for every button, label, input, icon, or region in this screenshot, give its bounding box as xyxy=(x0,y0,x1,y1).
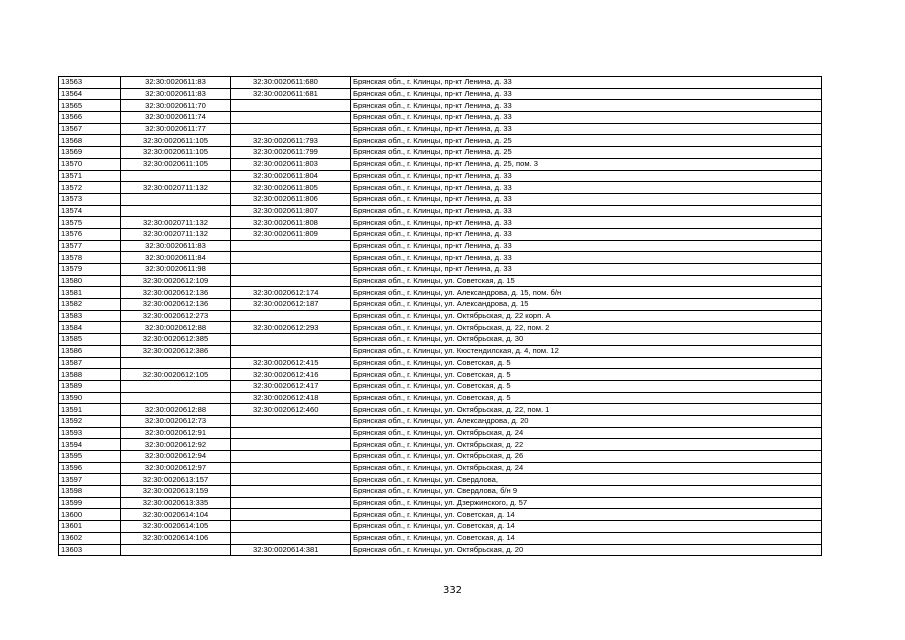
table-row xyxy=(59,158,822,170)
row-number-cell: 13594 xyxy=(59,439,121,451)
land-cadastral-number-cell: 32:30:0020612:136 xyxy=(121,299,231,311)
table-row xyxy=(59,287,822,299)
land-cadastral-number-cell: 32:30:0020613:159 xyxy=(121,486,231,498)
address-cell: Брянская обл., г. Клинцы, ул. Кюстендилская, д. 4, пом. 12 xyxy=(351,345,822,357)
object-cadastral-number-cell xyxy=(231,123,351,135)
table-row xyxy=(59,462,822,474)
land-cadastral-number-cell: 32:30:0020612:386 xyxy=(121,345,231,357)
table-row xyxy=(59,252,822,264)
row-number-cell: 13563 xyxy=(59,77,121,89)
row-number-cell: 13589 xyxy=(59,380,121,392)
address-cell: Брянская обл., г. Клинцы, пр-кт Ленина, д. 25 xyxy=(351,135,822,147)
table-row xyxy=(59,77,822,89)
land-cadastral-number-cell: 32:30:0020611:84 xyxy=(121,252,231,264)
object-cadastral-number-cell: 32:30:0020612:416 xyxy=(231,369,351,381)
row-number-cell: 13587 xyxy=(59,357,121,369)
row-number-cell: 13585 xyxy=(59,334,121,346)
address-cell: Брянская обл., г. Клинцы, ул. Дзержинского, д. 57 xyxy=(351,497,822,509)
page-number: 332 xyxy=(442,585,463,596)
row-number-cell: 13578 xyxy=(59,252,121,264)
land-cadastral-number-cell xyxy=(121,544,231,556)
address-cell: Брянская обл., г. Клинцы, пр-кт Ленина, д. 33 xyxy=(351,77,822,89)
row-number-cell: 13583 xyxy=(59,310,121,322)
table-row xyxy=(59,345,822,357)
row-number-cell: 13602 xyxy=(59,532,121,544)
land-cadastral-number-cell: 32:30:0020612:385 xyxy=(121,334,231,346)
address-cell: Брянская обл., г. Клинцы, пр-кт Ленина, д. 25, пом. 3 xyxy=(351,158,822,170)
address-cell: Брянская обл., г. Клинцы, ул. Александрова, д. 15, пом. б/н xyxy=(351,287,822,299)
table-row xyxy=(59,415,822,427)
land-cadastral-number-cell: 32:30:0020612:88 xyxy=(121,322,231,334)
land-cadastral-number-cell: 32:30:0020614:105 xyxy=(121,521,231,533)
address-cell: Брянская обл., г. Клинцы, пр-кт Ленина, д. 33 xyxy=(351,123,822,135)
table-row xyxy=(59,404,822,416)
object-cadastral-number-cell xyxy=(231,532,351,544)
land-cadastral-number-cell: 32:30:0020711:132 xyxy=(121,217,231,229)
land-cadastral-number-cell: 32:30:0020611:83 xyxy=(121,240,231,252)
object-cadastral-number-cell: 32:30:0020611:807 xyxy=(231,205,351,217)
table-row xyxy=(59,369,822,381)
object-cadastral-number-cell: 32:30:0020611:808 xyxy=(231,217,351,229)
address-cell: Брянская обл., г. Клинцы, пр-кт Ленина, д. 33 xyxy=(351,217,822,229)
land-cadastral-number-cell: 32:30:0020612:273 xyxy=(121,310,231,322)
address-cell: Брянская обл., г. Клинцы, ул. Октябрьская, д. 24 xyxy=(351,427,822,439)
land-cadastral-number-cell: 32:30:0020611:77 xyxy=(121,123,231,135)
object-cadastral-number-cell xyxy=(231,240,351,252)
land-cadastral-number-cell xyxy=(121,193,231,205)
object-cadastral-number-cell: 32:30:0020611:803 xyxy=(231,158,351,170)
row-number-cell: 13596 xyxy=(59,462,121,474)
land-cadastral-number-cell: 32:30:0020612:105 xyxy=(121,369,231,381)
land-cadastral-number-cell xyxy=(121,357,231,369)
address-cell: Брянская обл., г. Клинцы, ул. Советская, д. 5 xyxy=(351,380,822,392)
table-row xyxy=(59,497,822,509)
address-cell: Брянская обл., г. Клинцы, ул. Александрова, д. 15 xyxy=(351,299,822,311)
address-cell: Брянская обл., г. Клинцы, ул. Октябрьская, д. 26 xyxy=(351,451,822,463)
address-cell: Брянская обл., г. Клинцы, ул. Свердлова, б/н 9 xyxy=(351,486,822,498)
land-cadastral-number-cell: 32:30:0020611:105 xyxy=(121,158,231,170)
object-cadastral-number-cell xyxy=(231,415,351,427)
table-body xyxy=(59,77,822,556)
table-row xyxy=(59,123,822,135)
table-row xyxy=(59,205,822,217)
row-number-cell: 13564 xyxy=(59,88,121,100)
land-cadastral-number-cell: 32:30:0020613:157 xyxy=(121,474,231,486)
row-number-cell: 13565 xyxy=(59,100,121,112)
land-cadastral-number-cell xyxy=(121,380,231,392)
row-number-cell: 13574 xyxy=(59,205,121,217)
row-number-cell: 13577 xyxy=(59,240,121,252)
row-number-cell: 13590 xyxy=(59,392,121,404)
land-cadastral-number-cell: 32:30:0020612:136 xyxy=(121,287,231,299)
object-cadastral-number-cell xyxy=(231,474,351,486)
address-cell: Брянская обл., г. Клинцы, пр-кт Ленина, д. 33 xyxy=(351,193,822,205)
land-cadastral-number-cell: 32:30:0020613:335 xyxy=(121,497,231,509)
row-number-cell: 13576 xyxy=(59,228,121,240)
table-row xyxy=(59,100,822,112)
address-cell: Брянская обл., г. Клинцы, ул. Советская, д. 15 xyxy=(351,275,822,287)
address-cell: Брянская обл., г. Клинцы, ул. Октябрьская, д. 22, пом. 2 xyxy=(351,322,822,334)
row-number-cell: 13600 xyxy=(59,509,121,521)
land-cadastral-number-cell: 32:30:0020612:91 xyxy=(121,427,231,439)
row-number-cell: 13581 xyxy=(59,287,121,299)
object-cadastral-number-cell xyxy=(231,310,351,322)
table-row xyxy=(59,170,822,182)
table-row xyxy=(59,135,822,147)
table-row xyxy=(59,322,822,334)
address-cell: Брянская обл., г. Клинцы, пр-кт Ленина, д. 33 xyxy=(351,112,822,124)
land-cadastral-number-cell: 32:30:0020611:83 xyxy=(121,88,231,100)
object-cadastral-number-cell xyxy=(231,486,351,498)
land-cadastral-number-cell: 32:30:0020612:97 xyxy=(121,462,231,474)
table-row xyxy=(59,427,822,439)
address-cell: Брянская обл., г. Клинцы, пр-кт Ленина, д. 33 xyxy=(351,252,822,264)
object-cadastral-number-cell: 32:30:0020612:460 xyxy=(231,404,351,416)
table-row xyxy=(59,193,822,205)
object-cadastral-number-cell xyxy=(231,521,351,533)
table-row xyxy=(59,228,822,240)
table-row xyxy=(59,380,822,392)
address-cell: Брянская обл., г. Клинцы, пр-кт Ленина, д. 33 xyxy=(351,182,822,194)
land-cadastral-number-cell: 32:30:0020612:109 xyxy=(121,275,231,287)
address-cell: Брянская обл., г. Клинцы, ул. Александрова, д. 20 xyxy=(351,415,822,427)
row-number-cell: 13568 xyxy=(59,135,121,147)
table-row xyxy=(59,299,822,311)
table-row xyxy=(59,474,822,486)
object-cadastral-number-cell: 32:30:0020611:806 xyxy=(231,193,351,205)
address-cell: Брянская обл., г. Клинцы, ул. Советская, д. 5 xyxy=(351,357,822,369)
table-row xyxy=(59,112,822,124)
object-cadastral-number-cell xyxy=(231,509,351,521)
row-number-cell: 13592 xyxy=(59,415,121,427)
object-cadastral-number-cell: 32:30:0020612:415 xyxy=(231,357,351,369)
land-cadastral-number-cell xyxy=(121,205,231,217)
row-number-cell: 13580 xyxy=(59,275,121,287)
table-row xyxy=(59,392,822,404)
object-cadastral-number-cell: 32:30:0020611:805 xyxy=(231,182,351,194)
table-row xyxy=(59,182,822,194)
object-cadastral-number-cell: 32:30:0020611:793 xyxy=(231,135,351,147)
object-cadastral-number-cell: 32:30:0020614:381 xyxy=(231,544,351,556)
land-cadastral-number-cell: 32:30:0020611:98 xyxy=(121,264,231,276)
land-cadastral-number-cell: 32:30:0020612:92 xyxy=(121,439,231,451)
row-number-cell: 13582 xyxy=(59,299,121,311)
object-cadastral-number-cell: 32:30:0020612:293 xyxy=(231,322,351,334)
object-cadastral-number-cell xyxy=(231,334,351,346)
address-cell: Брянская обл., г. Клинцы, ул. Октябрьская, д. 30 xyxy=(351,334,822,346)
land-cadastral-number-cell: 32:30:0020611:83 xyxy=(121,77,231,89)
row-number-cell: 13603 xyxy=(59,544,121,556)
table-row xyxy=(59,334,822,346)
row-number-cell: 13593 xyxy=(59,427,121,439)
table-row xyxy=(59,486,822,498)
object-cadastral-number-cell xyxy=(231,264,351,276)
address-cell: Брянская обл., г. Клинцы, пр-кт Ленина, д. 33 xyxy=(351,264,822,276)
row-number-cell: 13601 xyxy=(59,521,121,533)
table-row xyxy=(59,240,822,252)
land-cadastral-number-cell: 32:30:0020611:105 xyxy=(121,135,231,147)
address-cell: Брянская обл., г. Клинцы, пр-кт Ленина, д. 25 xyxy=(351,147,822,159)
object-cadastral-number-cell: 32:30:0020611:680 xyxy=(231,77,351,89)
row-number-cell: 13575 xyxy=(59,217,121,229)
object-cadastral-number-cell xyxy=(231,100,351,112)
row-number-cell: 13586 xyxy=(59,345,121,357)
land-cadastral-number-cell: 32:30:0020711:132 xyxy=(121,228,231,240)
object-cadastral-number-cell xyxy=(231,345,351,357)
object-cadastral-number-cell xyxy=(231,497,351,509)
land-cadastral-number-cell: 32:30:0020711:132 xyxy=(121,182,231,194)
row-number-cell: 13573 xyxy=(59,193,121,205)
row-number-cell: 13597 xyxy=(59,474,121,486)
address-cell: Брянская обл., г. Клинцы, ул. Октябрьская, д. 22 корп. А xyxy=(351,310,822,322)
row-number-cell: 13566 xyxy=(59,112,121,124)
object-cadastral-number-cell: 32:30:0020611:809 xyxy=(231,228,351,240)
object-cadastral-number-cell xyxy=(231,275,351,287)
land-cadastral-number-cell xyxy=(121,170,231,182)
land-cadastral-number-cell: 32:30:0020612:94 xyxy=(121,451,231,463)
address-cell: Брянская обл., г. Клинцы, пр-кт Ленина, д. 33 xyxy=(351,228,822,240)
object-cadastral-number-cell xyxy=(231,427,351,439)
land-cadastral-number-cell: 32:30:0020612:88 xyxy=(121,404,231,416)
table-row xyxy=(59,509,822,521)
address-cell: Брянская обл., г. Клинцы, ул. Свердлова, xyxy=(351,474,822,486)
object-cadastral-number-cell xyxy=(231,252,351,264)
land-cadastral-number-cell: 32:30:0020612:73 xyxy=(121,415,231,427)
object-cadastral-number-cell: 32:30:0020612:187 xyxy=(231,299,351,311)
row-number-cell: 13579 xyxy=(59,264,121,276)
land-cadastral-number-cell: 32:30:0020611:70 xyxy=(121,100,231,112)
address-cell: Брянская обл., г. Клинцы, ул. Советская, д. 5 xyxy=(351,392,822,404)
land-cadastral-number-cell xyxy=(121,392,231,404)
land-cadastral-number-cell: 32:30:0020611:74 xyxy=(121,112,231,124)
address-cell: Брянская обл., г. Клинцы, ул. Советская, д. 14 xyxy=(351,532,822,544)
table-row xyxy=(59,275,822,287)
row-number-cell: 13571 xyxy=(59,170,121,182)
table-row xyxy=(59,451,822,463)
row-number-cell: 13595 xyxy=(59,451,121,463)
object-cadastral-number-cell xyxy=(231,439,351,451)
address-cell: Брянская обл., г. Клинцы, пр-кт Ленина, д. 33 xyxy=(351,240,822,252)
address-cell: Брянская обл., г. Клинцы, пр-кт Ленина, д. 33 xyxy=(351,170,822,182)
table-row xyxy=(59,88,822,100)
object-cadastral-number-cell: 32:30:0020612:418 xyxy=(231,392,351,404)
address-cell: Брянская обл., г. Клинцы, пр-кт Ленина, д. 33 xyxy=(351,100,822,112)
address-cell: Брянская обл., г. Клинцы, ул. Октябрьская, д. 24 xyxy=(351,462,822,474)
row-number-cell: 13569 xyxy=(59,147,121,159)
land-cadastral-number-cell: 32:30:0020611:105 xyxy=(121,147,231,159)
address-cell: Брянская обл., г. Клинцы, ул. Советская, д. 14 xyxy=(351,521,822,533)
row-number-cell: 13599 xyxy=(59,497,121,509)
object-cadastral-number-cell xyxy=(231,112,351,124)
land-cadastral-number-cell: 32:30:0020614:106 xyxy=(121,532,231,544)
row-number-cell: 13584 xyxy=(59,322,121,334)
address-cell: Брянская обл., г. Клинцы, пр-кт Ленина, д. 33 xyxy=(351,205,822,217)
table-row xyxy=(59,439,822,451)
address-cell: Брянская обл., г. Клинцы, ул. Советская, д. 5 xyxy=(351,369,822,381)
address-cell: Брянская обл., г. Клинцы, ул. Октябрьская, д. 22, пом. 1 xyxy=(351,404,822,416)
table-row xyxy=(59,147,822,159)
address-cell: Брянская обл., г. Клинцы, ул. Октябрьская, д. 20 xyxy=(351,544,822,556)
row-number-cell: 13591 xyxy=(59,404,121,416)
table-row xyxy=(59,521,822,533)
object-cadastral-number-cell: 32:30:0020611:799 xyxy=(231,147,351,159)
object-cadastral-number-cell: 32:30:0020612:417 xyxy=(231,380,351,392)
row-number-cell: 13572 xyxy=(59,182,121,194)
object-cadastral-number-cell xyxy=(231,451,351,463)
table-row xyxy=(59,544,822,556)
address-cell: Брянская обл., г. Клинцы, ул. Октябрьская, д. 22 xyxy=(351,439,822,451)
object-cadastral-number-cell: 32:30:0020612:174 xyxy=(231,287,351,299)
object-cadastral-number-cell: 32:30:0020611:681 xyxy=(231,88,351,100)
object-cadastral-number-cell xyxy=(231,462,351,474)
table-row xyxy=(59,357,822,369)
table-row xyxy=(59,310,822,322)
row-number-cell: 13598 xyxy=(59,486,121,498)
object-cadastral-number-cell: 32:30:0020611:804 xyxy=(231,170,351,182)
land-cadastral-number-cell: 32:30:0020614:104 xyxy=(121,509,231,521)
cadastral-table xyxy=(58,76,822,556)
table-row xyxy=(59,264,822,276)
address-cell: Брянская обл., г. Клинцы, ул. Советская, д. 14 xyxy=(351,509,822,521)
row-number-cell: 13567 xyxy=(59,123,121,135)
row-number-cell: 13570 xyxy=(59,158,121,170)
table-row xyxy=(59,217,822,229)
table-row xyxy=(59,532,822,544)
address-cell: Брянская обл., г. Клинцы, пр-кт Ленина, д. 33 xyxy=(351,88,822,100)
row-number-cell: 13588 xyxy=(59,369,121,381)
